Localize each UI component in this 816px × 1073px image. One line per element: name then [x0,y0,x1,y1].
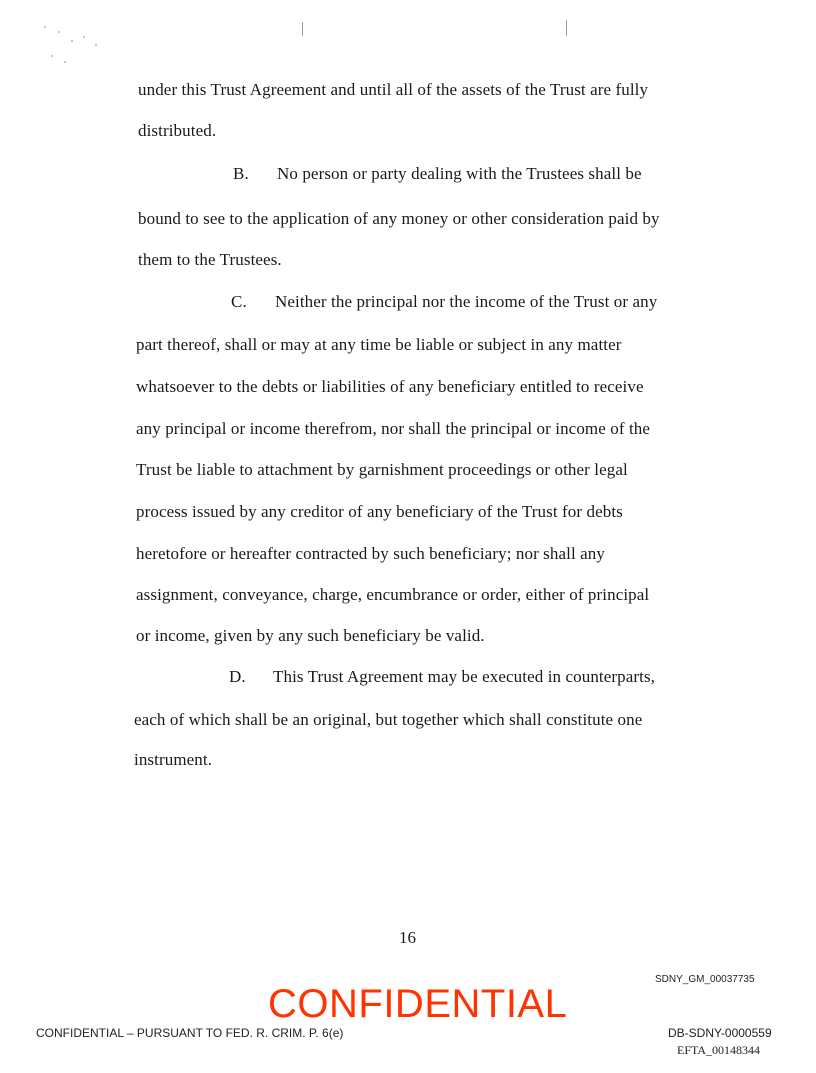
scan-mark [566,20,567,36]
body-line: Neither the principal nor the income of the Trust or any [275,292,658,311]
paragraph-label: B. [233,164,249,183]
body-line: process issued by any creditor of any beneficiary of the Trust for debts [136,502,623,521]
body-line: distributed. [138,121,217,140]
body-line: any principal or income therefrom, nor shall the principal or income of the [136,419,651,438]
bates-number-top: SDNY_GM_00037735 [655,974,755,985]
body-line: assignment, conveyance, charge, encumbrance or order, either of principal [136,585,650,604]
body-line: No person or party dealing with the Trustees shall be [277,164,642,183]
body-line: whatsoever to the debts or liabilities of any beneficiary entitled to receive [136,377,644,396]
body-line: or income, given by any such beneficiary be valid. [136,626,485,645]
scan-speck [83,36,85,38]
paragraph-label: C. [231,292,247,311]
body-line: under this Trust Agreement and until all of the assets of the Trust are fully [138,80,649,99]
body-line: part thereof, shall or may at any time be liable or subject in any matter [136,335,622,354]
scan-speck [51,55,53,57]
bates-number-bottom: DB-SDNY-0000559 [668,1026,772,1040]
body-line: them to the Trustees. [138,250,282,269]
body-line: each of which shall be an original, but together which shall constitute one [134,710,643,729]
footer-confidentiality-notice: CONFIDENTIAL – PURSUANT TO FED. R. CRIM. P. 6(e) [36,1026,344,1040]
body-line: bound to see to the application of any money or other consideration paid by [138,209,660,228]
paragraph-c-first-line [231,292,657,312]
page-number: 16 [399,928,416,947]
paragraph-label: D. [229,667,246,686]
body-line: This Trust Agreement may be executed in counterparts, [273,667,656,686]
paragraph-d-first-line [229,667,655,687]
scan-mark [302,22,303,36]
confidential-stamp: CONFIDENTIAL [268,982,568,1026]
body-line: instrument. [134,750,213,769]
body-line: Trust be liable to attachment by garnishment proceedings or other legal [136,460,628,479]
paragraph-b-first-line [233,164,642,184]
body-line: heretofore or hereafter contracted by such beneficiary; nor shall any [136,544,605,563]
scan-speck [44,26,46,28]
scan-speck [58,31,60,33]
scan-speck [71,40,73,42]
efta-number: EFTA_00148344 [677,1043,761,1057]
scan-speck [95,44,97,46]
scan-speck [64,61,66,63]
